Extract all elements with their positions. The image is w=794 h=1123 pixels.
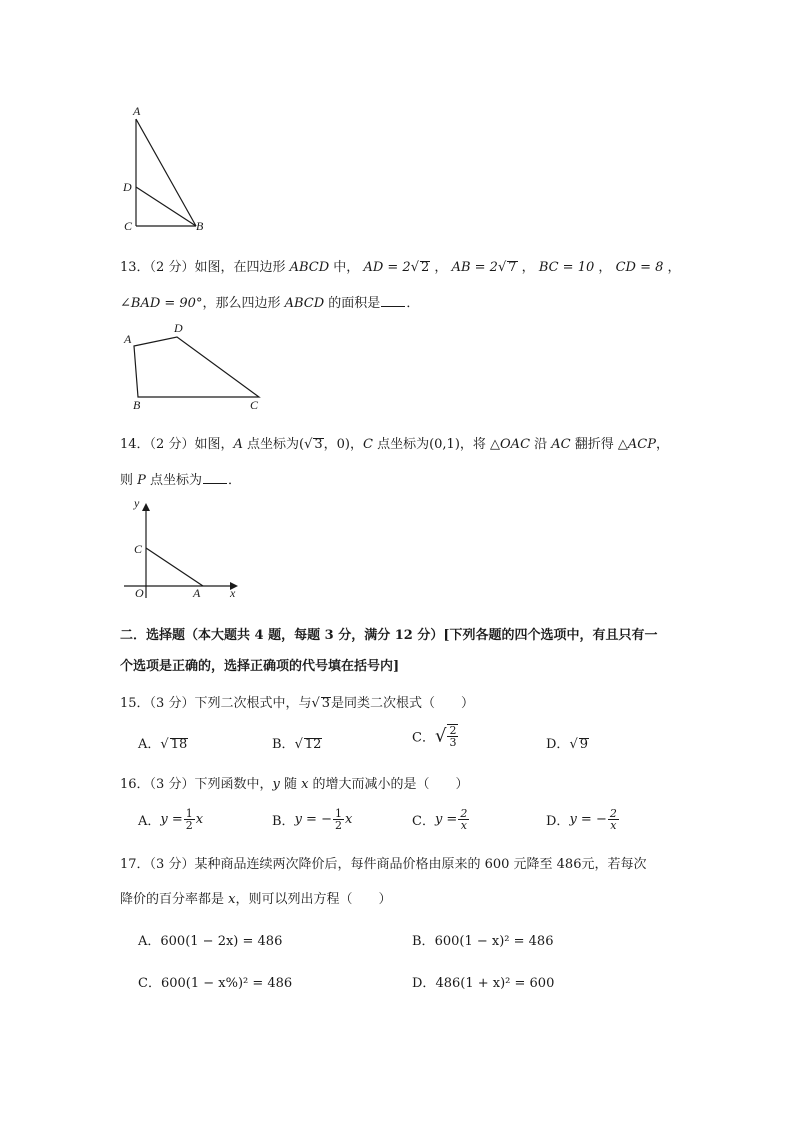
question-14-line1: 14．（2 分）如图，A 点坐标为(√ 3，0)，C 点坐标为(0,1)，将 △OAC 沿 AC 翻折得 △ACP， xyxy=(120,437,670,452)
point-label-c: C xyxy=(124,219,133,233)
option-a[interactable]: A．y = $\frac{1}{2}$ x xyxy=(138,807,204,832)
question-14-line2: 则 P 点坐标为 ． xyxy=(120,473,242,488)
axis-label-y: y xyxy=(134,496,140,510)
answer-blank[interactable] xyxy=(381,306,405,307)
point-label-c: C xyxy=(134,542,143,556)
question-number: 15． xyxy=(120,696,150,711)
option-a[interactable]: A．√ 18 xyxy=(138,737,188,752)
question-number: 14． xyxy=(120,437,150,452)
option-b[interactable]: B．600(1 − x)² = 486 xyxy=(412,934,554,949)
point-label-b: B xyxy=(196,219,204,233)
option-b[interactable]: B．√ 12 xyxy=(272,737,322,752)
question-16-stem: 16．（3 分）下列函数中，y 随 x 的增大而减小的是（ ） xyxy=(120,777,469,792)
point-label-d: D xyxy=(174,321,183,335)
point-label-b: B xyxy=(133,398,141,412)
question-number: 16． xyxy=(120,777,150,792)
point-label-c: C xyxy=(250,398,259,412)
question-17-line1: 17．（3 分）某种商品连续两次降价后，每件商品价格由原来的 600 元降至 486元，若每次 xyxy=(120,857,647,872)
option-c[interactable]: C．√ $\frac{2}{3}$ xyxy=(412,724,457,749)
question-15-stem: 15．（3 分）下列二次根式中，与√ 3是同类二次根式（ ） xyxy=(120,696,475,711)
question-13-line1: 13．（2 分）如图，在四边形 ABCD 中， AD = 2√ 2 ， AB = 2√ 7 ， BC = 10 ， CD = 8 ， xyxy=(120,260,681,275)
question-number: 17． xyxy=(120,857,150,872)
point-label-o: O xyxy=(135,586,144,600)
question-13-line2: ∠BAD = 90°，那么四边形 ABCD 的面积是 ． xyxy=(120,296,420,311)
option-b[interactable]: B．y = − $\frac{1}{2}$ x xyxy=(272,807,353,832)
option-d[interactable]: D．486(1 + x)² = 600 xyxy=(412,976,555,991)
section-heading-cont: 个选项是正确的，选择正确项的代号填在括号内] xyxy=(120,659,400,674)
option-d[interactable]: D．√ 9 xyxy=(546,737,589,752)
option-c[interactable]: C．y = $\frac{2}{x}$ xyxy=(412,807,468,832)
question-17-line2: 降价的百分率都是 x，则可以列出方程（ ） xyxy=(120,892,392,907)
answer-blank[interactable] xyxy=(203,483,227,484)
point-label-a: A xyxy=(124,332,132,346)
point-label-a: A xyxy=(133,104,141,118)
option-a[interactable]: A．600(1 − 2x) = 486 xyxy=(138,934,283,949)
question-number: 13． xyxy=(120,260,150,275)
axis-label-x: x xyxy=(230,586,236,600)
option-d[interactable]: D．y = − $\frac{2}{x}$ xyxy=(546,807,617,832)
point-label-d: D xyxy=(123,180,132,194)
section-heading: 二．选择题（本大题共 4 题，每题 3 分，满分 12 分）[下列各题的四个选项中，有且只有一 xyxy=(120,628,658,643)
point-label-a: A xyxy=(193,586,201,600)
option-c[interactable]: C．600(1 − x%)² = 486 xyxy=(138,976,293,991)
